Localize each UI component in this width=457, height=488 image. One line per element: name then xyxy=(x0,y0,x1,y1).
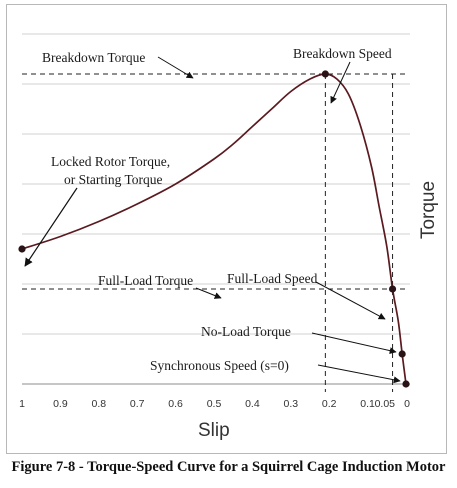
figure-caption: Figure 7-8 - Torque-Speed Curve for a Squirrel Cage Induction Motor xyxy=(11,459,446,475)
arrow-breakdown-speed xyxy=(331,62,350,103)
x-tick-labels xyxy=(19,398,410,410)
x-tick-label-0: 1 xyxy=(19,398,25,410)
x-tick-label-3: 0.7 xyxy=(129,398,145,410)
annotation-synchronous-speed: Synchronous Speed (s=0) xyxy=(150,358,289,373)
key-point-4 xyxy=(402,380,409,387)
key-point-3 xyxy=(399,350,406,357)
x-tick-label-2: 0.8 xyxy=(91,398,107,410)
x-tick-label-4: 0.6 xyxy=(168,398,183,410)
annotation-locked-rotor-torque-line1: Locked Rotor Torque, xyxy=(51,154,171,169)
key-points xyxy=(18,70,409,387)
x-tick-label-7: 0.3 xyxy=(283,398,299,410)
x-axis-title: Slip xyxy=(198,420,230,441)
arrow-no-load-torque xyxy=(312,333,396,352)
arrow-synchronous-speed xyxy=(318,365,400,381)
annotation-no-load-torque: No-Load Torque xyxy=(201,324,291,339)
arrow-locked-rotor-torque xyxy=(25,188,77,266)
arrow-full-load-torque xyxy=(196,288,221,298)
annotation-locked-rotor-torque-line2: or Starting Torque xyxy=(64,172,163,187)
annotation-full-load-torque: Full-Load Torque xyxy=(98,273,194,288)
annotation-breakdown-speed: Breakdown Speed xyxy=(293,46,392,61)
x-tick-label-8: 0.2 xyxy=(321,398,337,410)
y-axis-title: Torque xyxy=(418,180,439,240)
x-tick-label-1: 0.9 xyxy=(53,398,68,410)
x-tick-label-6: 0.4 xyxy=(245,398,260,410)
x-tick-label-9: 0.1 xyxy=(360,398,375,410)
arrow-breakdown-torque xyxy=(158,57,193,78)
arrow-full-load-speed xyxy=(316,282,385,319)
reference-lines xyxy=(22,74,406,392)
annotation-full-load-speed: Full-Load Speed xyxy=(227,271,318,286)
key-point-1 xyxy=(322,70,329,77)
key-point-2 xyxy=(389,285,396,292)
x-tick-label-5: 0.5 xyxy=(206,398,222,410)
key-point-0 xyxy=(18,245,25,252)
x-tick-label-10: 0.05 xyxy=(374,398,396,410)
annotation-breakdown-torque: Breakdown Torque xyxy=(42,50,146,65)
x-tick-label-11: 0 xyxy=(404,398,410,410)
